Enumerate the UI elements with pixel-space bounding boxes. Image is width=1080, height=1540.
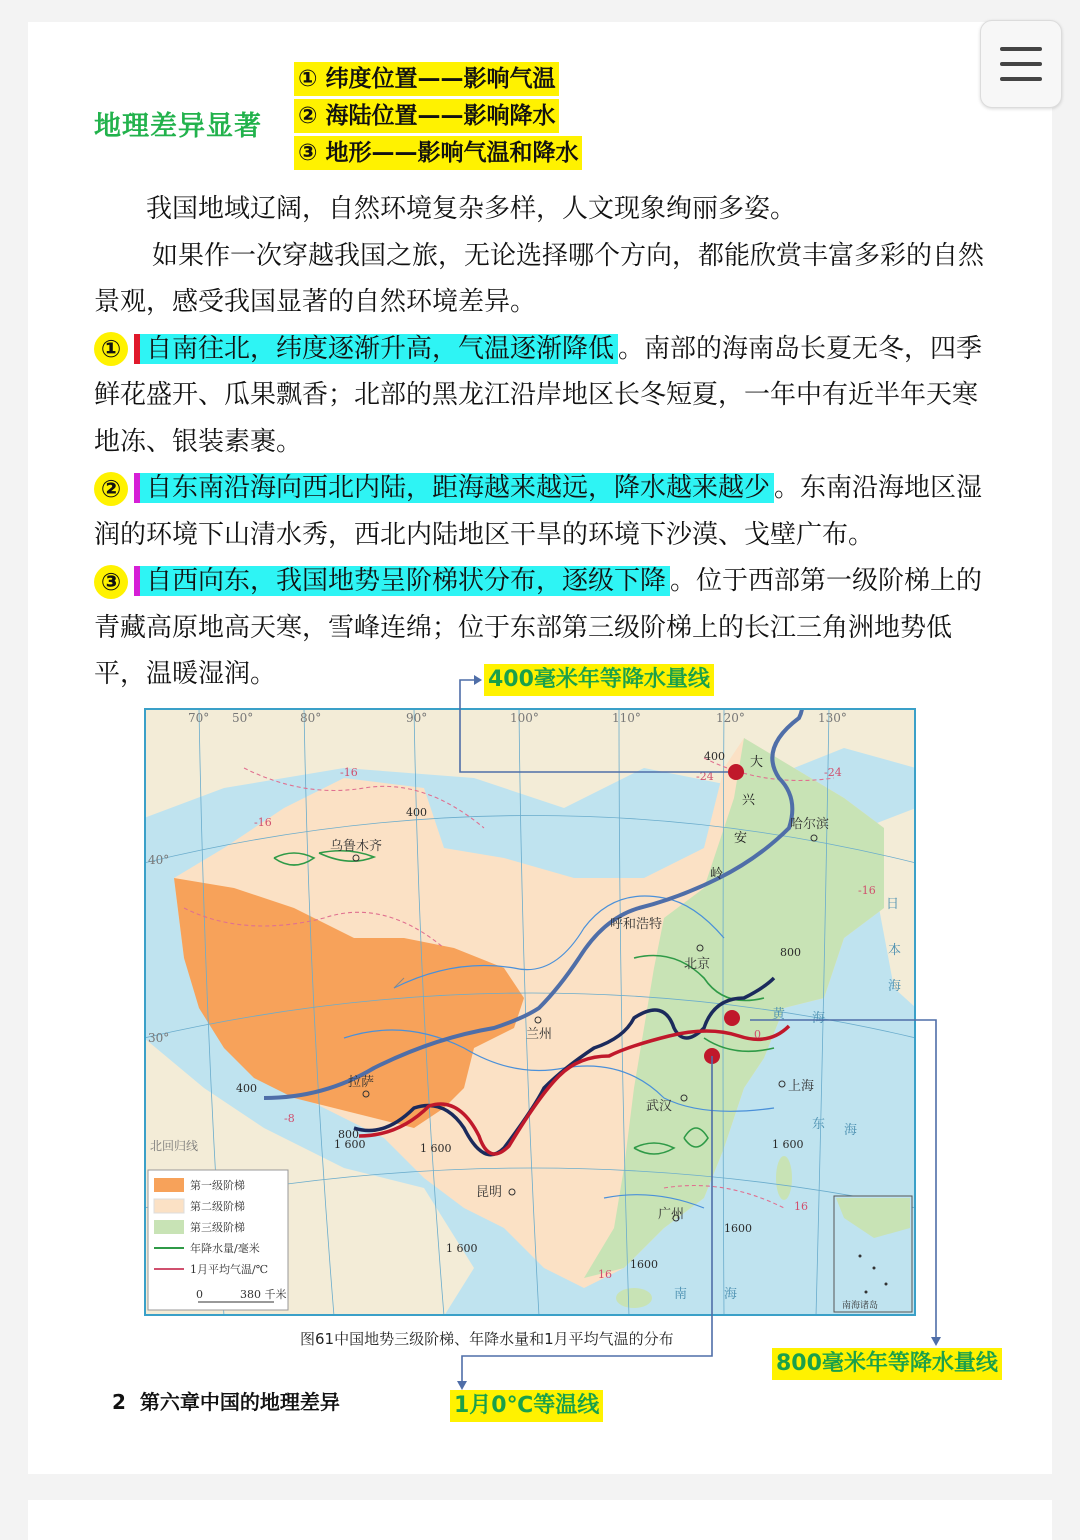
svg-text:南: 南 — [674, 1287, 688, 1302]
svg-text:东: 东 — [812, 1117, 826, 1132]
paragraph-journey: 如果作一次穿越我国之旅，无论选择哪个方向，都能欣赏丰富多彩的自然景观，感受我国显著的自然环境差异。 — [94, 240, 985, 317]
item-marker: ① — [94, 332, 128, 366]
paragraph-intro: 我国地域辽阔，自然环境复杂多样，人文现象绚丽多姿。 — [146, 194, 797, 224]
svg-text:海: 海 — [888, 979, 902, 994]
svg-text:呼和浩特: 呼和浩特 — [610, 917, 663, 932]
isohyet-800-endpoint — [724, 1010, 740, 1026]
section-title: 地理差异显著 — [94, 111, 262, 142]
svg-text:50°: 50° — [232, 711, 254, 725]
svg-text:30°: 30° — [148, 1031, 170, 1045]
callout-isotherm-0c: 1月0℃等温线 — [450, 1390, 603, 1422]
svg-text:北京: 北京 — [684, 957, 711, 972]
legend-tier2: 第二级阶梯 — [190, 1200, 245, 1213]
svg-text:海: 海 — [812, 1011, 826, 1026]
chapter-title: 第六章中国的地理差异 — [139, 1390, 340, 1414]
svg-text:1600: 1600 — [724, 1222, 752, 1235]
svg-text:1 600: 1 600 — [772, 1138, 804, 1151]
factor-latitude: ① 纬度位置——影响气温 — [294, 62, 559, 96]
south-sea-inset — [834, 1196, 912, 1312]
svg-text:-24: -24 — [824, 766, 842, 779]
taiwan-island — [776, 1156, 792, 1200]
item-marker: ③ — [94, 565, 128, 599]
highlight-text: 自南往北，纬度逐渐升高，气温逐渐降低 — [134, 334, 618, 364]
factor-terrain: ③ 地形——影响气温和降水 — [294, 136, 582, 170]
svg-text:-16: -16 — [340, 766, 358, 779]
svg-text:-8: -8 — [284, 1112, 295, 1125]
body-text — [94, 186, 984, 698]
svg-text:岭: 岭 — [710, 867, 724, 882]
paragraph-item-2 — [94, 465, 984, 558]
svg-text:100°: 100° — [510, 711, 539, 725]
next-page-edge — [28, 1500, 1052, 1540]
svg-text:1 600: 1 600 — [446, 1242, 478, 1255]
svg-text:130°: 130° — [818, 711, 847, 725]
callout-isohyet-400: 400毫米年等降水量线 — [484, 664, 714, 696]
svg-text:1 600: 1 600 — [420, 1142, 452, 1155]
highlight-text: 自东南沿海向西北内陆，距海越来越远，降水越来越少 — [134, 473, 774, 503]
svg-text:110°: 110° — [612, 711, 641, 725]
svg-text:大: 大 — [750, 755, 764, 770]
china-map — [144, 708, 916, 1316]
highlight-text: 自西向东，我国地势呈阶梯状分布，逐级下降 — [134, 566, 670, 596]
item-text: 。东南沿海地区湿润的环境下山清水秀，西北内陆地区干旱的环境下沙漠、戈壁广布。 — [94, 473, 983, 550]
tropic-label: 北回归线 — [150, 1139, 199, 1153]
svg-text:400: 400 — [406, 806, 427, 819]
svg-text:90°: 90° — [406, 711, 428, 725]
hainan-island — [616, 1288, 652, 1308]
isohyet-400-endpoint — [728, 764, 744, 780]
svg-text:上海: 上海 — [788, 1079, 815, 1094]
svg-text:16: 16 — [794, 1200, 808, 1213]
isotherm-0c-endpoint — [704, 1048, 720, 1064]
svg-text:800: 800 — [780, 946, 801, 959]
factor-land-sea: ② 海陆位置——影响降水 — [294, 99, 559, 133]
svg-text:40°: 40° — [148, 853, 170, 867]
svg-text:兰州: 兰州 — [526, 1027, 553, 1042]
svg-text:0: 0 — [754, 1028, 761, 1041]
page-footer — [112, 1386, 340, 1415]
figure-caption: 图61中国地势三级阶梯、年降水量和1月平均气温的分布 — [300, 1330, 674, 1348]
svg-text:兴: 兴 — [742, 793, 756, 808]
svg-text:海: 海 — [844, 1123, 858, 1138]
svg-text:1600: 1600 — [630, 1258, 658, 1271]
hamburger-icon — [998, 44, 1044, 84]
legend-temperature: 1月平均气温/℃ — [190, 1263, 269, 1276]
svg-text:广州: 广州 — [658, 1207, 685, 1222]
page-number: 2 — [112, 1390, 126, 1414]
svg-text:昆明: 昆明 — [476, 1185, 503, 1200]
svg-text:本: 本 — [888, 943, 902, 958]
svg-text:海: 海 — [724, 1287, 738, 1302]
svg-text:哈尔滨: 哈尔滨 — [790, 817, 830, 832]
item-text: 。南部的海南岛长夏无冬，四季鲜花盛开、瓜果飘香；北部的黑龙江沿岸地区长冬短夏，一年中有近半年天寒地冻、银装素裹。 — [94, 333, 983, 457]
svg-text:黄: 黄 — [772, 1007, 786, 1022]
svg-text:16: 16 — [598, 1268, 612, 1281]
scale-zero: 0 — [196, 1288, 203, 1301]
legend-tier1: 第一级阶梯 — [190, 1179, 245, 1192]
callout-isohyet-800: 800毫米年等降水量线 — [772, 1348, 1002, 1380]
legend-precipitation: 年降水量/毫米 — [190, 1242, 260, 1255]
item-text: 。位于西部第一级阶梯上的青藏高原地高天寒，雪峰连绵；位于东部第三级阶梯上的长江三角洲地势低平，温暖湿润。 — [94, 566, 983, 689]
svg-text:武汉: 武汉 — [646, 1099, 673, 1114]
svg-text:70°: 70° — [188, 711, 210, 725]
svg-text:-24: -24 — [696, 770, 714, 783]
factor-list — [294, 62, 582, 173]
item-marker: ② — [94, 472, 128, 506]
svg-text:安: 安 — [734, 831, 748, 846]
svg-text:400: 400 — [704, 750, 725, 763]
menu-button[interactable] — [980, 20, 1062, 108]
svg-text:南海诸岛: 南海诸岛 — [842, 1301, 879, 1311]
scale-distance: 380 千米 — [240, 1288, 287, 1301]
svg-text:1 600: 1 600 — [334, 1138, 366, 1151]
paragraph-item-1 — [94, 326, 984, 466]
map-legend — [148, 1170, 288, 1310]
svg-text:-16: -16 — [254, 816, 272, 829]
svg-text:日: 日 — [886, 897, 900, 912]
svg-text:800: 800 — [338, 1128, 359, 1141]
svg-text:拉萨: 拉萨 — [348, 1075, 375, 1090]
svg-text:乌鲁木齐: 乌鲁木齐 — [330, 839, 383, 854]
legend-tier3: 第三级阶梯 — [190, 1221, 245, 1234]
svg-text:-16: -16 — [858, 884, 876, 897]
svg-text:120°: 120° — [716, 711, 745, 725]
svg-text:400: 400 — [236, 1082, 257, 1095]
svg-text:80°: 80° — [300, 711, 322, 725]
